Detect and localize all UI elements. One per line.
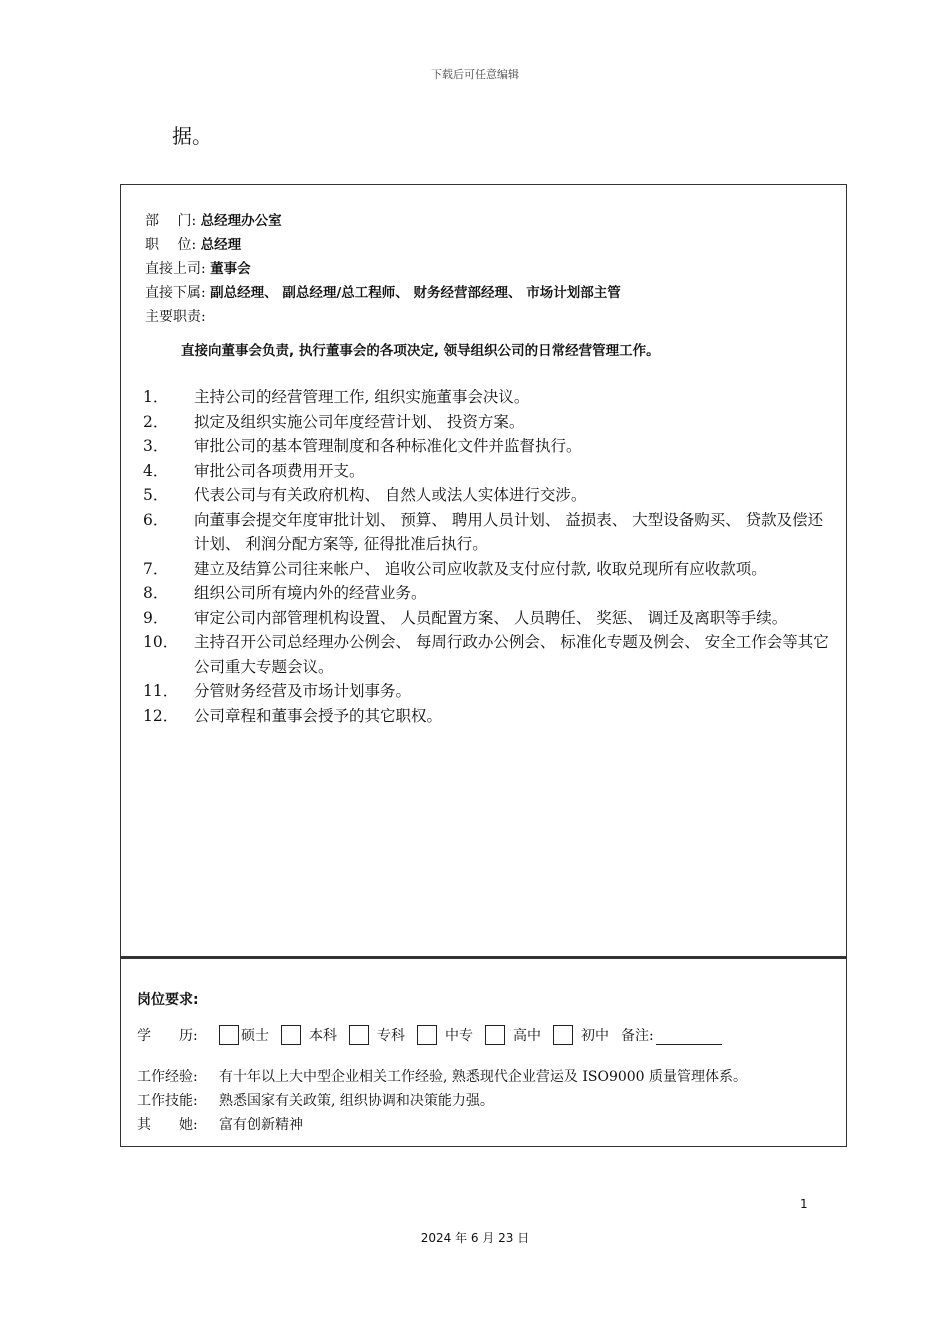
superior-row [145, 257, 621, 281]
duty-summary: 直接向董事会负责, 执行董事会的各项决定, 领导组织公司的日常经营管理工作。 [181, 343, 660, 359]
duty-text: 向董事会提交年度审批计划、 预算、 聘用人员计划、 益损表、 大型设备购买、 贷款及偿还计划、 利润分配方案等, 征得批准后执行。 [194, 510, 824, 553]
duty-item [143, 483, 838, 508]
position-label: 职 位: [145, 237, 197, 253]
experience-label: 工作经验: [137, 1069, 198, 1085]
duty-text: 主持公司的经营管理工作, 组织实施董事会决议。 [194, 388, 530, 406]
duty-item [143, 434, 838, 459]
duty-item [143, 410, 838, 435]
checkbox[interactable] [485, 1025, 505, 1045]
requirements-title: 岗位要求: [137, 992, 199, 1008]
education-label: 学 历: [137, 1028, 198, 1044]
department-row [145, 209, 621, 233]
skills-label: 工作技能: [137, 1093, 198, 1109]
education-option-label: 硕士 [241, 1028, 269, 1044]
duty-text: 建立及结算公司往来帐户、 追收公司应收款及支付应付款, 收取兑现所有应收款项。 [194, 559, 767, 578]
duty-number: 11． [143, 682, 179, 700]
duty-number: 8． [143, 584, 169, 602]
subordinates-value: 副总经理、 副总经理/总工程师、 财务经营部经理、 市场计划部主管 [210, 285, 621, 301]
duty-text: 审批公司各项费用开支。 [194, 461, 365, 480]
duty-item [143, 385, 838, 410]
education-option[interactable] [349, 1025, 405, 1045]
education-option-label: 初中 [581, 1028, 609, 1044]
duty-item [143, 630, 838, 679]
education-option-label: 中专 [445, 1028, 473, 1044]
requirement-lines [137, 1065, 747, 1137]
duty-text: 审批公司的基本管理制度和各种标准化文件并监督执行。 [194, 437, 582, 455]
duty-item [143, 679, 838, 704]
job-info [145, 209, 621, 329]
job-description-box [120, 184, 847, 957]
subordinates-row [145, 281, 621, 305]
duty-text: 公司章程和董事会授予的其它职权。 [194, 706, 443, 725]
duty-item [143, 459, 838, 484]
page-number: 1 [800, 1197, 808, 1211]
duties-label: 主要职责: [145, 309, 206, 325]
duty-number: 9． [143, 608, 169, 627]
skills-value: 熟悉国家有关政策, 组织协调和决策能力强。 [219, 1093, 494, 1109]
position-value: 总经理 [200, 237, 242, 253]
duty-list [143, 385, 838, 728]
duty-text: 审定公司内部管理机构设置、 人员配置方案、 人员聘任、 奖惩、 调迁及离职等手续。 [194, 608, 788, 627]
department-label: 部 门: [145, 213, 197, 229]
duty-number: 6． [143, 510, 169, 529]
requirements-box [120, 957, 847, 1147]
education-option[interactable] [281, 1025, 337, 1045]
duty-text: 代表公司与有关政府机构、 自然人或法人实体进行交涉。 [194, 486, 587, 504]
header-note: 下载后可任意编辑 [431, 68, 519, 81]
duty-number: 1． [143, 388, 169, 406]
duty-number: 2． [143, 412, 169, 431]
skills-row [137, 1089, 747, 1113]
duty-number: 12． [143, 706, 179, 725]
checkbox[interactable] [417, 1025, 437, 1045]
education-option-label: 高中 [513, 1028, 541, 1044]
checkbox[interactable] [349, 1025, 369, 1045]
duty-number: 3． [143, 437, 169, 455]
duty-item [143, 581, 838, 606]
subordinates-label: 直接下属: [145, 285, 206, 301]
remark-blank [656, 1030, 722, 1045]
superior-value: 董事会 [210, 261, 251, 277]
remark-label: 备注: [621, 1028, 654, 1044]
other-value: 富有创新精神 [219, 1117, 303, 1133]
position-row [145, 233, 621, 257]
duty-text: 拟定及组织实施公司年度经营计划、 投资方案。 [194, 412, 525, 431]
duty-text: 组织公司所有境内外的经营业务。 [194, 584, 427, 602]
education-row [137, 1025, 722, 1045]
other-label: 其 她: [137, 1117, 198, 1133]
education-options [219, 1025, 621, 1045]
duty-item [143, 557, 838, 582]
duty-text: 分管财务经营及市场计划事务。 [194, 682, 412, 700]
duty-number: 5． [143, 486, 169, 504]
department-value: 总经理办公室 [200, 213, 282, 229]
education-option[interactable] [553, 1025, 609, 1045]
duty-item [143, 508, 838, 557]
education-option[interactable] [219, 1025, 269, 1045]
duty-number: 4． [143, 461, 169, 480]
experience-row [137, 1065, 747, 1089]
education-option[interactable] [417, 1025, 473, 1045]
education-option-label: 本科 [309, 1028, 337, 1044]
checkbox[interactable] [219, 1025, 239, 1045]
checkbox[interactable] [553, 1025, 573, 1045]
superior-label: 直接上司: [145, 261, 206, 277]
checkbox[interactable] [281, 1025, 301, 1045]
education-option-label: 专科 [377, 1028, 405, 1044]
duty-number: 7． [143, 559, 169, 578]
duty-item [143, 606, 838, 631]
experience-value: 有十年以上大中型企业相关工作经验, 熟悉现代企业营运及 ISO9000 质量管理体系。 [219, 1069, 748, 1085]
education-option[interactable] [485, 1025, 541, 1045]
footer-date: 2024 年 6 月 23 日 [420, 1231, 530, 1245]
duty-text: 主持召开公司总经理办公例会、 每周行政办公例会、 标准化专题及例会、 安全工作会等其它公司重大专题会议。 [194, 633, 829, 676]
duty-item [143, 704, 838, 729]
other-row [137, 1113, 747, 1137]
duty-number: 10． [143, 633, 179, 651]
leading-text: 据。 [172, 124, 212, 148]
